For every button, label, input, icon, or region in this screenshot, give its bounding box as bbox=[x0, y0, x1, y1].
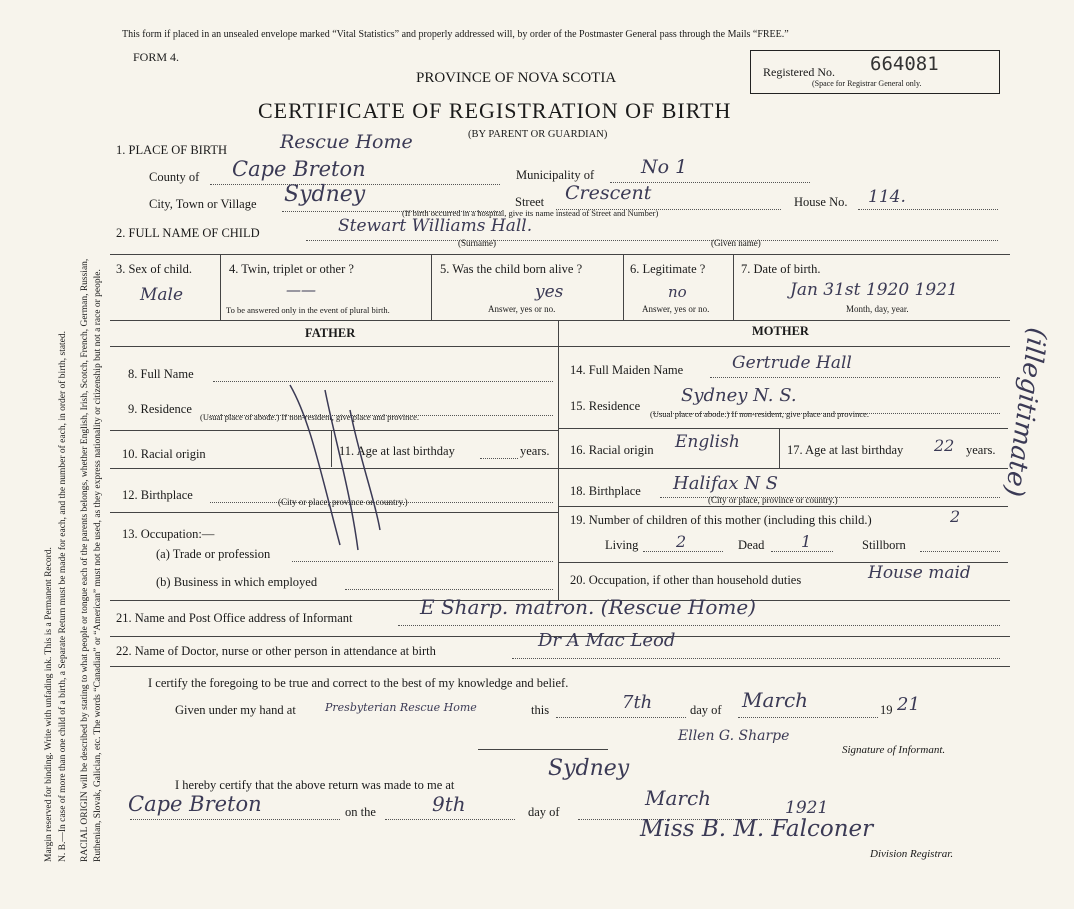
form-number: FORM 4. bbox=[133, 50, 180, 64]
registered-number: 664081 bbox=[870, 53, 939, 75]
given-year: 21 bbox=[897, 694, 920, 715]
father-racial-label: 10. Racial origin bbox=[122, 447, 206, 461]
given-label: Given under my hand at bbox=[175, 703, 296, 717]
informant-label: 21. Name and Post Office address of Informant bbox=[116, 611, 353, 625]
legitimate-note: Answer, yes or no. bbox=[642, 304, 710, 314]
street-value: Crescent bbox=[565, 182, 652, 204]
on-the-label: on the bbox=[345, 805, 376, 819]
informant-signature: Ellen G. Sharpe bbox=[678, 728, 790, 744]
registrar-label: Division Registrar. bbox=[870, 848, 954, 860]
legitimate-label: 6. Legitimate ? bbox=[630, 262, 706, 276]
dead-value: 1 bbox=[801, 532, 812, 551]
father-years-label: years. bbox=[520, 444, 550, 458]
place-of-birth-value: Rescue Home bbox=[280, 131, 413, 153]
mother-residence-note: (Usual place of abode.) If non-resident, give place and province. bbox=[650, 409, 870, 419]
father-trade-label: (a) Trade or profession bbox=[156, 547, 271, 561]
mother-occupation-value: House maid bbox=[868, 563, 971, 583]
mother-residence-value: Sydney N. S. bbox=[681, 385, 797, 406]
registrar-statement: I hereby certify that the above return was made to me at bbox=[175, 778, 455, 792]
registrar-day-label: day of bbox=[528, 805, 560, 819]
dead-label: Dead bbox=[738, 538, 765, 552]
mother-occupation-label: 20. Occupation, if other than household duties bbox=[570, 573, 802, 587]
registrar-county: Cape Breton bbox=[128, 792, 262, 816]
sex-label: 3. Sex of child. bbox=[116, 262, 193, 276]
living-label: Living bbox=[605, 538, 639, 552]
margin-text-2: N. B.—In case of more than one child of a birth, a Separate Return must be made for each, and the number of each, in order of birth, stated. bbox=[58, 330, 68, 862]
house-value: 114. bbox=[868, 187, 906, 207]
mother-birthplace-label: 18. Birthplace bbox=[570, 484, 641, 498]
given-year-prefix: 19 bbox=[880, 703, 893, 717]
this-label: this bbox=[531, 703, 550, 717]
given-day-label: day of bbox=[690, 703, 722, 717]
mother-maiden-value: Gertrude Hall bbox=[732, 353, 852, 373]
alive-note: Answer, yes or no. bbox=[488, 304, 556, 314]
mother-residence-label: 15. Residence bbox=[570, 399, 641, 413]
province-title: PROVINCE OF NOVA SCOTIA bbox=[416, 70, 617, 86]
illegitimate-side-note: (illegitimate) bbox=[998, 325, 1052, 499]
registrar-month: March bbox=[645, 786, 712, 810]
hospital-note: (If birth occurred in a hospital, give its name instead of Street and Number) bbox=[402, 208, 659, 218]
date-value: Jan 31st 1920 1921 bbox=[790, 280, 958, 300]
mother-racial-label: 16. Racial origin bbox=[570, 443, 654, 457]
registered-label: Registered No. bbox=[763, 65, 835, 79]
twin-value: —— bbox=[286, 281, 316, 299]
mother-maiden-label: 14. Full Maiden Name bbox=[570, 363, 684, 377]
mother-birthplace-value: Halifax N S bbox=[673, 473, 779, 494]
child-name-label: 2. FULL NAME OF CHILD bbox=[116, 226, 260, 240]
given-day: 7th bbox=[622, 692, 653, 713]
margin-text-1: Margin reserved for binding. Write with unfading ink. This is a Permanent Record. bbox=[44, 547, 54, 862]
county-label: County of bbox=[149, 170, 200, 184]
municipality-label: Municipality of bbox=[516, 168, 595, 182]
margin-text-4: Ruthenian, Slovak, Galician, etc. The words “Canadian” or “American” must not be used, as they express nationality or citizenship but not a race or people. bbox=[93, 269, 103, 862]
page-subtitle: (BY PARENT OR GUARDIAN) bbox=[468, 129, 608, 140]
mother-heading: MOTHER bbox=[752, 324, 809, 338]
registrar-day: 9th bbox=[432, 792, 466, 816]
mother-birthplace-note: (City or place, province or country.) bbox=[708, 495, 838, 505]
father-residence-label: 9. Residence bbox=[128, 402, 192, 416]
alive-value: yes bbox=[535, 282, 564, 302]
street-label: Street bbox=[515, 195, 545, 209]
legitimate-value: no bbox=[668, 283, 687, 301]
county-value: Cape Breton bbox=[232, 157, 366, 181]
father-age-label: 11. Age at last birthday bbox=[339, 444, 455, 458]
registered-note: (Space for Registrar General only. bbox=[812, 79, 922, 88]
surname-note: (Surname) bbox=[458, 238, 496, 248]
signature-label: Signature of Informant. bbox=[842, 744, 946, 756]
father-name-label: 8. Full Name bbox=[128, 367, 194, 381]
date-note: Month, day, year. bbox=[846, 304, 909, 314]
registrar-place: Sydney bbox=[548, 756, 630, 781]
alive-label: 5. Was the child born alive ? bbox=[440, 262, 583, 276]
registrar-year: 1921 bbox=[785, 798, 829, 818]
twin-label: 4. Twin, triplet or other ? bbox=[229, 262, 354, 276]
child-name-value: Stewart Williams Hall. bbox=[338, 216, 533, 236]
informant-value: E Sharp. matron. (Rescue Home) bbox=[420, 595, 756, 619]
given-place: Presbyterian Rescue Home bbox=[325, 701, 477, 714]
page-title: CERTIFICATE OF REGISTRATION OF BIRTH bbox=[258, 98, 732, 123]
father-residence-note: (Usual place of abode.) If non-resident, give place and province. bbox=[200, 412, 420, 422]
given-month: March bbox=[742, 688, 809, 712]
city-label: City, Town or Village bbox=[149, 197, 257, 211]
father-occupation-label: 13. Occupation:— bbox=[122, 527, 215, 541]
stillborn-label: Stillborn bbox=[862, 538, 906, 552]
father-strike-scribble bbox=[280, 380, 390, 560]
house-label: House No. bbox=[794, 195, 848, 209]
mail-notice: This form if placed in an unsealed envelope marked “Vital Statistics” and properly addressed will, by order of the Postmaster General pass through the Mails “FREE.” bbox=[122, 29, 789, 40]
municipality-value: No 1 bbox=[641, 156, 688, 178]
place-of-birth-label: 1. PLACE OF BIRTH bbox=[116, 143, 228, 157]
father-birthplace-note: (City or place, province or country.) bbox=[278, 497, 408, 507]
living-value: 2 bbox=[676, 532, 687, 551]
sex-value: Male bbox=[140, 285, 184, 305]
father-birthplace-label: 12. Birthplace bbox=[122, 488, 193, 502]
twin-note: To be answered only in the event of plural birth. bbox=[226, 305, 390, 315]
registrar-signature: Miss B. M. Falconer bbox=[640, 816, 874, 842]
mother-children-value: 2 bbox=[950, 507, 961, 526]
certify-statement: I certify the foregoing to be true and correct to the best of my knowledge and belief. bbox=[148, 676, 569, 690]
mother-racial-value: English bbox=[675, 432, 740, 452]
mother-age-label: 17. Age at last birthday bbox=[787, 443, 904, 457]
doctor-label: 22. Name of Doctor, nurse or other person in attendance at birth bbox=[116, 644, 436, 658]
mother-age-value: 22 bbox=[934, 436, 955, 455]
mother-years-label: years. bbox=[966, 443, 996, 457]
date-label: 7. Date of birth. bbox=[741, 262, 821, 276]
doctor-value: Dr A Mac Leod bbox=[538, 630, 676, 651]
mother-children-label: 19. Number of children of this mother (including this child.) bbox=[570, 513, 872, 527]
given-name-note: (Given name) bbox=[711, 238, 761, 248]
margin-text-3: RACIAL ORIGIN will be described by stating to what people or tongue each of the parents belongs, whether English, Irish, Scotch, French, German, Russian, bbox=[80, 258, 90, 862]
father-business-label: (b) Business in which employed bbox=[156, 575, 318, 589]
father-heading: FATHER bbox=[305, 326, 356, 340]
city-value: Sydney bbox=[284, 182, 366, 207]
